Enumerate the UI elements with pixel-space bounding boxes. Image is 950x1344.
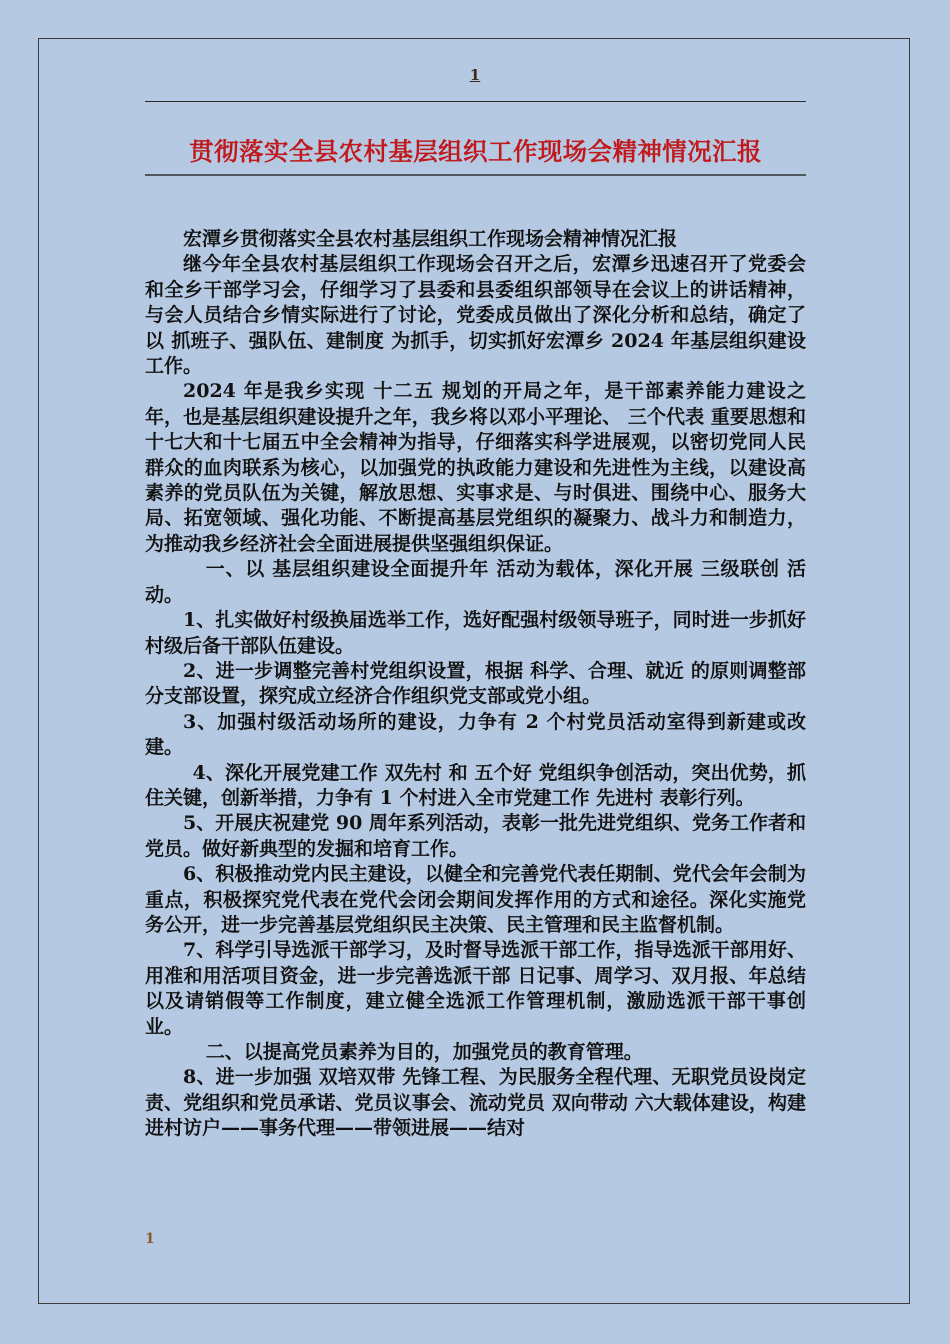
section-heading: 二、以提高党员素养为目的，加强党员的教育管理。 (205, 1041, 643, 1063)
footer-page-number: 1 (145, 1231, 155, 1247)
document-body (145, 227, 806, 1142)
paragraph: 2、进一步调整完善村党组织设置，根据 科学、合理、就近 的原则调整部分支部设置，探究成立经济合作组织党支部或党小组。 (145, 659, 806, 708)
paragraph: 2024 年是我乡实现 十二五 规划的开局之年，是干部素养能力建设之年，也是基层组织建设提升之年，我乡将以邓小平理论、 三个代表 重要思想和十七大和十七届五中全会精神为指导，仔细落实科学进展观，以密切党同人民群众的血肉联系为核心，以加强党的执政能力建设和先进性为主线，以建设高素养的党员队伍为关键，解放思想、实事求是、与时俱进、围绕中心、服务大局、拓宽领域、强化功能、不断提高基层党组织的凝聚力、战斗力和制造力，为推动我乡经济社会全面进展提供坚强组织保证。 (145, 380, 806, 555)
paragraph: 5、开展庆祝建党 90 周年系列活动，表彰一批先进党组织、党务工作者和党员。做好新典型的发掘和培育工作。 (145, 812, 806, 860)
title-divider (145, 174, 806, 176)
paragraph: 4、深化开展党建工作 双先村 和 五个好 党组织争创活动，突出优势，抓住关键，创新举措，力争有 1 个村进入全市党建工作 先进村 表彰行列。 (145, 761, 806, 809)
paragraph-subtitle: 宏潭乡贯彻落实全县农村基层组织工作现场会精神情况汇报 (183, 228, 678, 250)
paragraph: 8、进一步加强 双培双带 先锋工程、为民服务全程代理、无职党员设岗定责、党组织和党员承诺、党员议事会、流动党员 双向带动 六大载体建设，构建 进村访户——事务代理——带领进展——结对 (145, 1066, 806, 1140)
paragraph: 3、加强村级活动场所的建设，力争有 2 个村党员活动室得到新建或改建。 (145, 710, 806, 759)
section-heading: 一、以 基层组织建设全面提升年 活动为载体，深化开展 三级联创 活动。 (145, 558, 806, 606)
document-title: 贯彻落实全县农村基层组织工作现场会精神情况汇报 (189, 137, 762, 166)
header-divider (145, 101, 806, 102)
paragraph: 6、积极推动党内民主建设，以健全和完善党代表任期制、党代会年会制为重点，积极探究党代表在党代会闭会期间发挥作用的方式和途径。深化实施党务公开，进一步完善基层党组织民主决策、民主管理和民主监督机制。 (145, 863, 806, 936)
paragraph: 1、扎实做好村级换届选举工作，选好配强村级领导班子，同时进一步抓好村级后备干部队伍建设。 (145, 609, 806, 657)
header-page-number: 1 (469, 66, 481, 84)
paragraph: 7、科学引导选派干部学习，及时督导选派干部工作，指导选派干部用好、用准和用活项目资金，进一步完善选派干部 日记事、周学习、双月报、年总结 以及请销假等工作制度，建立健全选派工作管理机制，激励选派干部干事创业。 (145, 939, 806, 1038)
paragraph: 继今年全县农村基层组织工作现场会召开之后，宏潭乡迅速召开了党委会和全乡干部学习会，仔细学习了县委和县委组织部领导在会议上的讲话精神，与会人员结合乡情实际进行了讨论，党委成员做出了深化分析和总结，确定了以 抓班子、强队伍、建制度 为抓手，切实抓好宏潭乡 2024 年基层组织建设工作。 (145, 253, 806, 378)
